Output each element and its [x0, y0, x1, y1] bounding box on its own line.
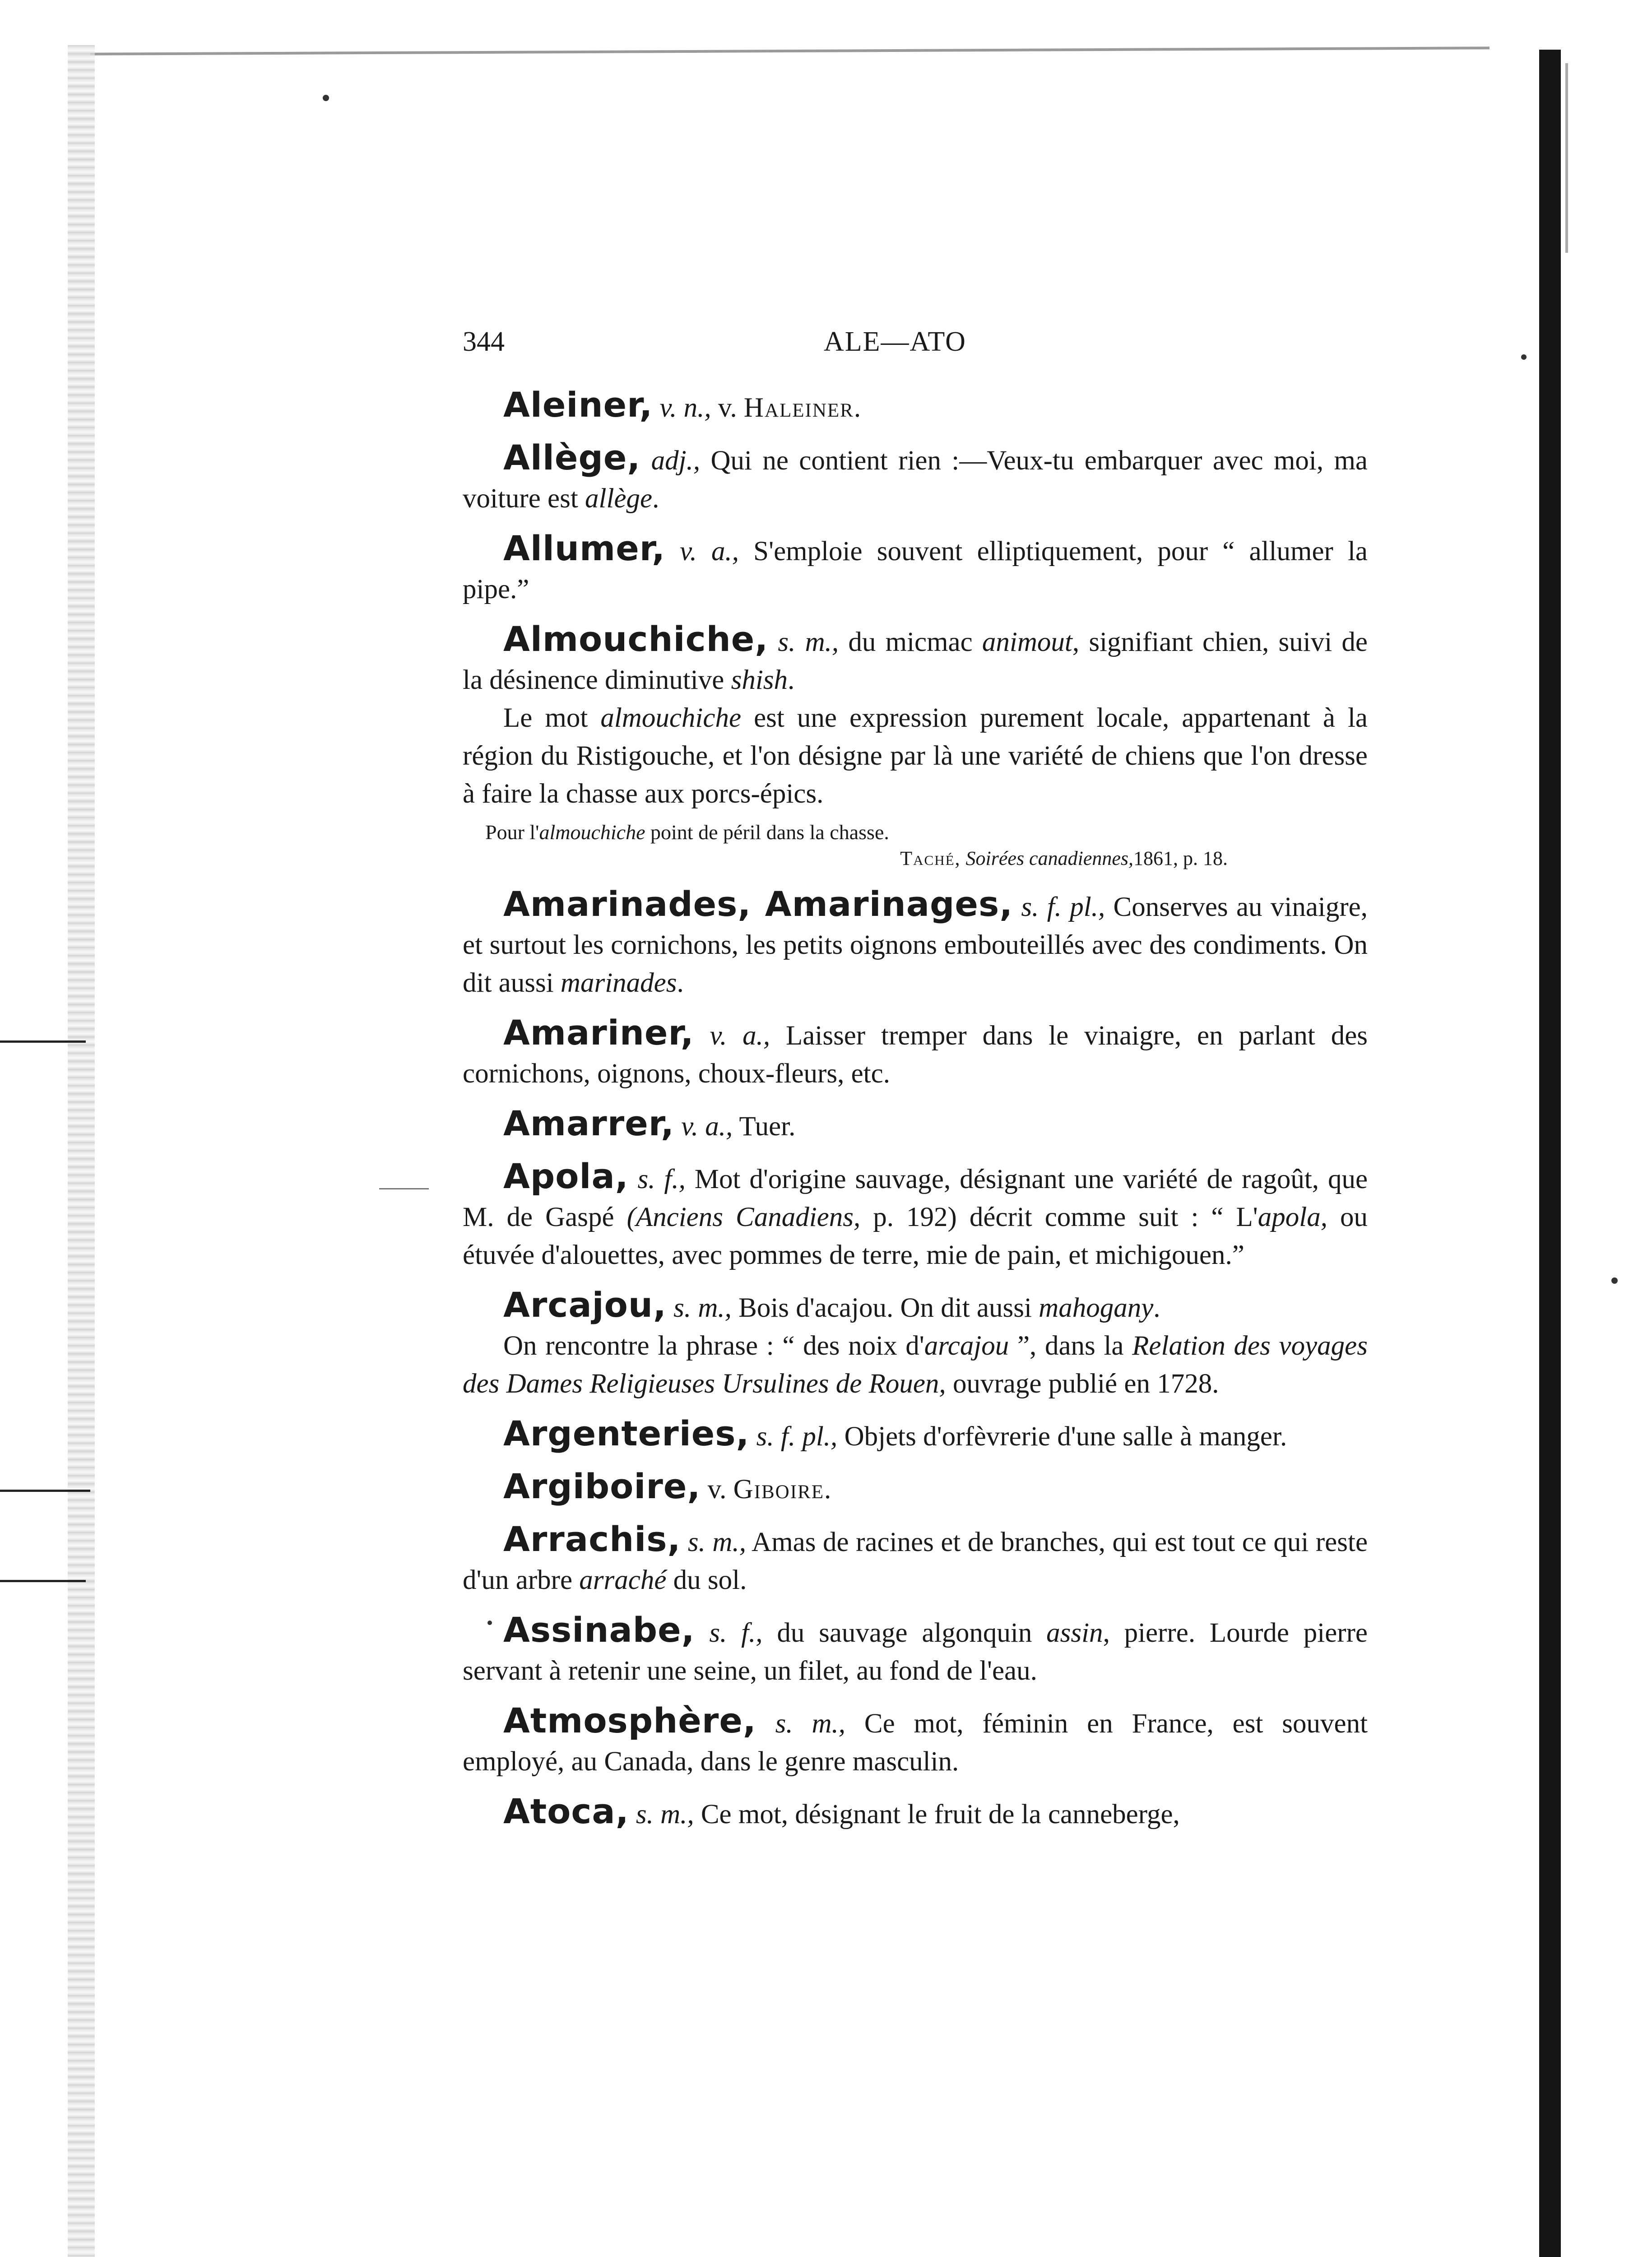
definition: Conserves au vinaigre, et surtout les cornichons, les petits oignons embouteillés avec des condiments. On dit aussi — [463, 892, 1368, 998]
italic-term: arraché — [579, 1565, 667, 1595]
italic-term: (Anciens Canadiens, — [626, 1202, 861, 1232]
entry-allumer — [463, 529, 1368, 608]
grammar-label: v. a., — [710, 1021, 770, 1051]
italic-term: mahogany — [1039, 1293, 1154, 1323]
italic-term: assin — [1046, 1618, 1103, 1648]
entry-amarinades — [463, 885, 1368, 1002]
definition: Laisser tremper dans le vinaigre, en parlant des cornichons, oignons, choux-fleurs, etc. — [463, 1021, 1368, 1089]
margin-tick — [0, 1490, 90, 1492]
note-text: On rencontre la phrase : “ des noix d' — [503, 1331, 924, 1361]
headword: Arcajou, — [503, 1285, 667, 1325]
definition: Objets d'orfèvrerie d'une salle à manger. — [844, 1421, 1287, 1452]
headword: Aleiner, — [503, 385, 653, 425]
entry-paragraph — [463, 699, 1368, 813]
definition-cont: , signifiant chien, suivi de la désinence diminutive — [463, 627, 1368, 695]
note-text: ouvrage publié en 1728. — [946, 1369, 1219, 1399]
italic-term: animout — [982, 627, 1072, 657]
grammar-label: s. f. pl., — [1021, 892, 1105, 922]
entry-assinabe — [463, 1611, 1368, 1690]
headword: Arrachis, — [503, 1519, 681, 1559]
headword: Almouchiche, — [503, 619, 769, 659]
headword: Amarrer, — [503, 1103, 674, 1143]
punctuation: . — [1153, 1293, 1160, 1323]
margin-tick — [379, 1188, 429, 1189]
punctuation: . — [677, 968, 684, 998]
entry-atmosphere — [463, 1702, 1368, 1781]
entry-amariner — [463, 1014, 1368, 1093]
grammar-label: v. a., — [680, 536, 739, 567]
scan-left-edge — [68, 45, 95, 2257]
definition: Tuer. — [739, 1111, 796, 1142]
italic-term: marinades — [560, 968, 677, 998]
cross-reference: Haleiner — [743, 393, 854, 423]
entry-allege — [463, 439, 1368, 518]
definition: du sauvage algonquin — [777, 1618, 1047, 1648]
grammar-label: v. n., — [659, 393, 711, 423]
binding-shadow-edge — [1565, 63, 1568, 253]
entry-aleiner — [463, 386, 1368, 427]
entry-arcajou — [463, 1286, 1368, 1403]
cross-reference: Giboire — [733, 1474, 824, 1505]
speck — [1611, 1277, 1618, 1284]
definition: Mot d'origine sauvage, désignant une variété de ragoût, que M. de Gaspé — [463, 1164, 1368, 1232]
headword: Amarinades, Amarinages, — [503, 884, 1013, 924]
definition: v. — [707, 1474, 733, 1505]
definition: du micmac — [848, 627, 982, 657]
headword: Atmosphère, — [503, 1700, 756, 1741]
entry-argiboire — [463, 1468, 1368, 1509]
italic-term: arcajou — [924, 1331, 1009, 1361]
running-head — [463, 323, 1368, 363]
cite-author: Taché, — [900, 847, 961, 869]
headword: Argiboire, — [503, 1466, 701, 1506]
grammar-label: s. m., — [775, 1709, 846, 1739]
definition: S'emploie souvent elliptiquement, pour “ allumer la pipe.” — [463, 536, 1368, 604]
italic-term: allège — [585, 483, 653, 514]
punctuation: . — [824, 1474, 831, 1505]
entry-apola — [463, 1157, 1368, 1274]
grammar-label: s. m., — [778, 627, 839, 657]
note-text: est une expression purement locale, appartenant à la région du Ristigouche, et l'on désigne par là une variété de chiens que l'on dresse à faire la chasse aux porcs-épics. — [463, 703, 1368, 809]
entry-atoca — [463, 1793, 1368, 1834]
grammar-label: v. a., — [681, 1111, 733, 1142]
definition-cont: p. 192) décrit comme suit : “ L' — [860, 1202, 1258, 1232]
definition-cont: ou étuvée d'alouettes, avec pommes de terre, mie de pain, et michigouen.” — [463, 1202, 1368, 1270]
entry-amarrer — [463, 1105, 1368, 1146]
italic-title: Relation des voyages des Dames Religieuses Ursulines de Rouen, — [463, 1331, 1368, 1399]
margin-tick — [0, 1040, 86, 1043]
headword: Allumer, — [503, 528, 665, 568]
punctuation: . — [652, 483, 659, 514]
cite-reference: 1861, p. 18. — [1133, 847, 1228, 869]
definition: Qui ne contient rien :—Veux-tu embarquer avec moi, ma voiture est — [463, 446, 1368, 514]
definition: Bois d'acajou. On dit aussi — [738, 1293, 1039, 1323]
entry-list — [463, 386, 1368, 1845]
citation — [463, 845, 1228, 872]
headword: Argenteries, — [503, 1413, 750, 1454]
grammar-label: s. m., — [673, 1293, 732, 1323]
grammar-label: adj., — [651, 446, 701, 476]
margin-tick — [0, 1580, 86, 1582]
headword: Atoca, — [503, 1791, 629, 1831]
entry-paragraph — [463, 620, 1368, 699]
definition: v. — [718, 393, 744, 423]
punctuation: . — [788, 665, 795, 695]
speck — [1521, 354, 1527, 360]
italic-term: almouchiche — [539, 821, 645, 844]
entry-argenteries — [463, 1415, 1368, 1456]
grammar-label: s. f., — [709, 1618, 763, 1648]
definition-cont: , pierre. Lourde pierre servant à retenir une seine, un filet, au fond de l'eau. — [463, 1618, 1368, 1686]
running-title: ALE—ATO — [824, 326, 966, 357]
italic-term: shish — [731, 665, 788, 695]
headword: Apola, — [503, 1156, 629, 1196]
headword: Allège, — [503, 437, 641, 478]
note-text: Le mot — [503, 703, 601, 733]
grammar-label: s. m., — [636, 1799, 694, 1830]
definition: Ce mot, désignant le fruit de la canneberge, — [701, 1799, 1180, 1830]
scan-edge-line — [90, 46, 1490, 56]
entry-paragraph — [463, 1286, 1368, 1327]
italic-term: almouchiche — [600, 703, 742, 733]
grammar-label: s. m., — [687, 1527, 746, 1557]
grammar-label: s. f., — [637, 1164, 686, 1194]
cite-work: Soirées canadiennes, — [965, 847, 1133, 869]
definition: Amas de racines et de branches, qui est tout ce qui reste d'un arbre — [463, 1527, 1368, 1595]
binding-shadow — [1539, 50, 1561, 2257]
quote-text: Pour l' — [485, 821, 539, 844]
grammar-label: s. f. pl., — [756, 1421, 838, 1452]
speck — [323, 95, 329, 101]
entry-paragraph — [463, 1327, 1368, 1403]
quotation — [485, 819, 1368, 845]
page-number: 344 — [463, 326, 505, 357]
note-text: ”, dans la — [1009, 1331, 1132, 1361]
definition: Ce mot, féminin en France, est souvent employé, au Canada, dans le genre masculin. — [463, 1709, 1368, 1777]
headword: Assinabe, — [503, 1610, 695, 1650]
entry-arrachis — [463, 1520, 1368, 1599]
italic-term: apola, — [1258, 1202, 1327, 1232]
punctuation: . — [854, 393, 861, 423]
entry-almouchiche — [463, 620, 1368, 872]
headword: Amariner, — [503, 1012, 694, 1053]
definition-cont: du sol. — [666, 1565, 747, 1595]
quote-text: point de péril dans la chasse. — [645, 821, 889, 844]
